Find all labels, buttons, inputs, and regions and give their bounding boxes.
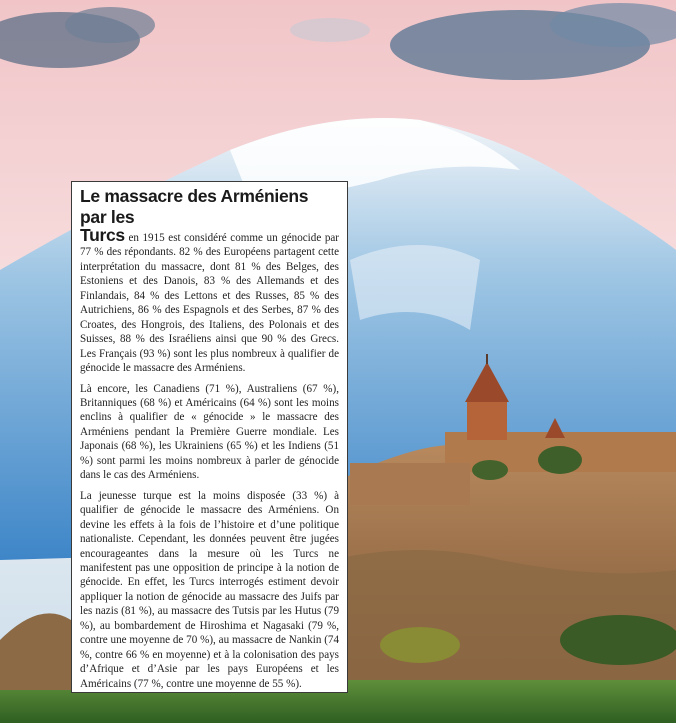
- paragraph-1: [80, 225, 339, 376]
- paragraph-1-text: en 1915 est considéré comme un génocide par 77 % des répondants. 82 % des Européens partagent cette interprétation du massacre, dont 81 % des Belges, des Estoniens et des Danois, 83 % des Allemands et des Finlandais, 84 % des Lettons et des Russes, 85 % des Autrichiens, 86 % des Espagnols et des Serbes, 87 % des Croates, des Hongrois, des Italiens, des Polonais et des Suisses, 88 % des Israéliens ainsi que 90 % des Grecs. Les Français (93 %) sont les plus nombreux à qualifier de génocide le massacre des Arméniens.: [80, 232, 339, 375]
- paragraph-3: La jeunesse turque est la moins disposée (33 %) à qualifier de génocide le massacre des Arméniens. On devine les effets à la fois de l’histoire et d’une politique nationaliste. Cependant, les données peuvent être jugées encourageantes dans la mesure où les Turcs ne manifestent pas une opposition de principe à la notion de génocide. En effet, les Turcs interrogés estiment devoir appliquer la notion de génocide au massacre des Juifs par les nazis (81 %), au massacre des Tutsis par les Hutus (79 %), au bombardement de Hiroshima et Nagasaki (79 %, contre une moyenne de 70 %), au massacre de Nankin (74 %, contre 66 % en moyenne) et à la colonisation des pays d’Afrique et d’Asie par les pays Européens et les Américains (77 %, contre une moyenne de 55 %).: [80, 489, 339, 690]
- article-card: [71, 181, 348, 693]
- article-title: Le massacre des Arméniens par les: [80, 186, 309, 227]
- article-title-lead-word: Turcs: [80, 225, 125, 245]
- paragraph-2: Là encore, les Canadiens (71 %), Australiens (67 %), Britanniques (68 %) et Américains (64 %) sont les moins enclins à qualifier de « génocide » le massacre des Arméniens pendant la Première Guerre mondiale. Les Japonais (68 %), les Ukrainiens (65 %) et les Indiens (51 %) sont parmi les moins nombreux à parler de génocide dans le cas des Arméniens.: [80, 382, 339, 482]
